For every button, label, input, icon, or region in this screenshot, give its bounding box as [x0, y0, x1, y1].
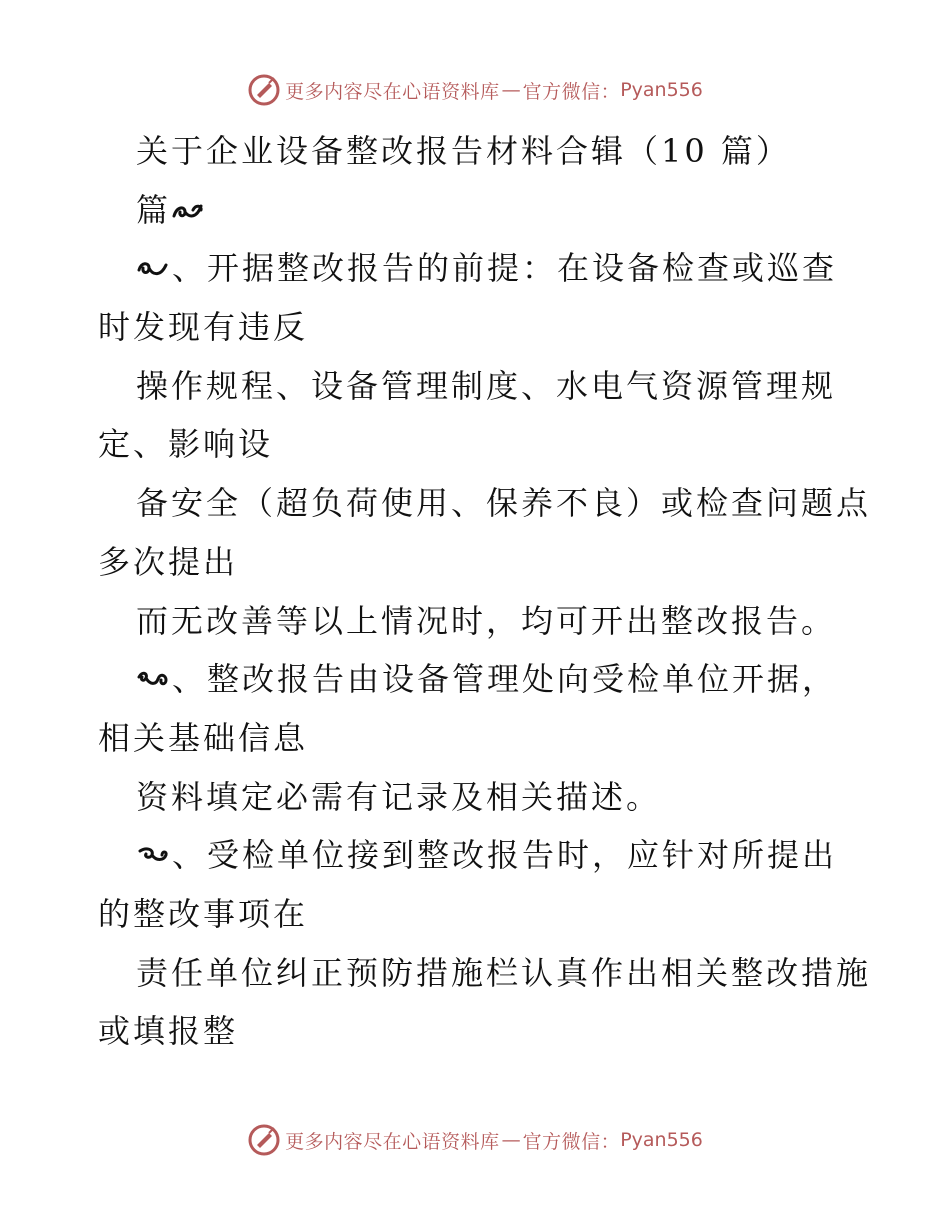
- watermark-separator: —: [501, 1129, 521, 1151]
- pen-logo-icon: [247, 1123, 281, 1157]
- paragraph-2-line-3: 资料填定必需有记录及相关描述。: [136, 777, 662, 816]
- paragraph-3-text: 、受检单位接到整改报告时，应针对所提出: [172, 836, 838, 875]
- paragraph-1-line-7: 而无改善等以上情况时，均可开出整改报告。: [136, 601, 837, 640]
- paragraph-1-text: 、开据整改报告的前提：在设备检查或巡查: [172, 249, 838, 288]
- footer-watermark: [0, 1120, 950, 1160]
- paragraph-3-line-1: [98, 826, 878, 885]
- paragraph-1-line-2: 时发现有违反: [98, 308, 309, 347]
- paragraph-1-line-6: 多次提出: [98, 542, 239, 581]
- document-title: 关于企业设备整改报告材料合辑（10 篇）: [136, 132, 791, 170]
- watermark-contact-id: Pyan556: [620, 79, 703, 101]
- paragraph-1-line-5: 备安全（超负荷使用、保养不良）或检查问题点: [136, 484, 872, 523]
- document-body: [98, 122, 878, 1061]
- paragraph-1-line-4: 定、影响设: [98, 425, 274, 464]
- pen-logo-icon: [247, 73, 281, 107]
- scroll-ornament-icon: [136, 843, 170, 869]
- paragraph-3-line-4: 或填报整: [98, 1012, 239, 1051]
- swirl-ornament-icon: [171, 198, 205, 224]
- paragraph-1-line-1: [98, 239, 878, 298]
- paragraph-1-line-3: 操作规程、设备管理制度、水电气资源管理规: [136, 366, 837, 405]
- watermark-site-text: 更多内容尽在心语资料库: [285, 80, 500, 103]
- watermark-site-text: 更多内容尽在心语资料库: [285, 1130, 500, 1153]
- double-swirl-ornament-icon: [136, 667, 170, 693]
- paragraph-3-line-3: 责任单位纠正预防措施栏认真作出相关整改措施: [136, 953, 872, 992]
- watermark-contact-id: Pyan556: [620, 1129, 703, 1151]
- section-heading-text: 篇: [136, 190, 172, 229]
- paragraph-3-line-2: 的整改事项在: [98, 894, 309, 933]
- watermark-contact-label: 官方微信：: [522, 80, 621, 103]
- swirl-ornament-icon: [136, 256, 170, 282]
- paragraph-2-text: 、整改报告由设备管理处向受检单位开据，: [172, 660, 838, 699]
- watermark-contact-label: 官方微信：: [522, 1130, 621, 1153]
- paragraph-2-line-1: [98, 650, 878, 709]
- header-watermark: [0, 70, 950, 110]
- section-heading: [98, 181, 878, 240]
- watermark-separator: —: [501, 79, 521, 101]
- paragraph-2-line-2: 相关基础信息: [98, 718, 309, 757]
